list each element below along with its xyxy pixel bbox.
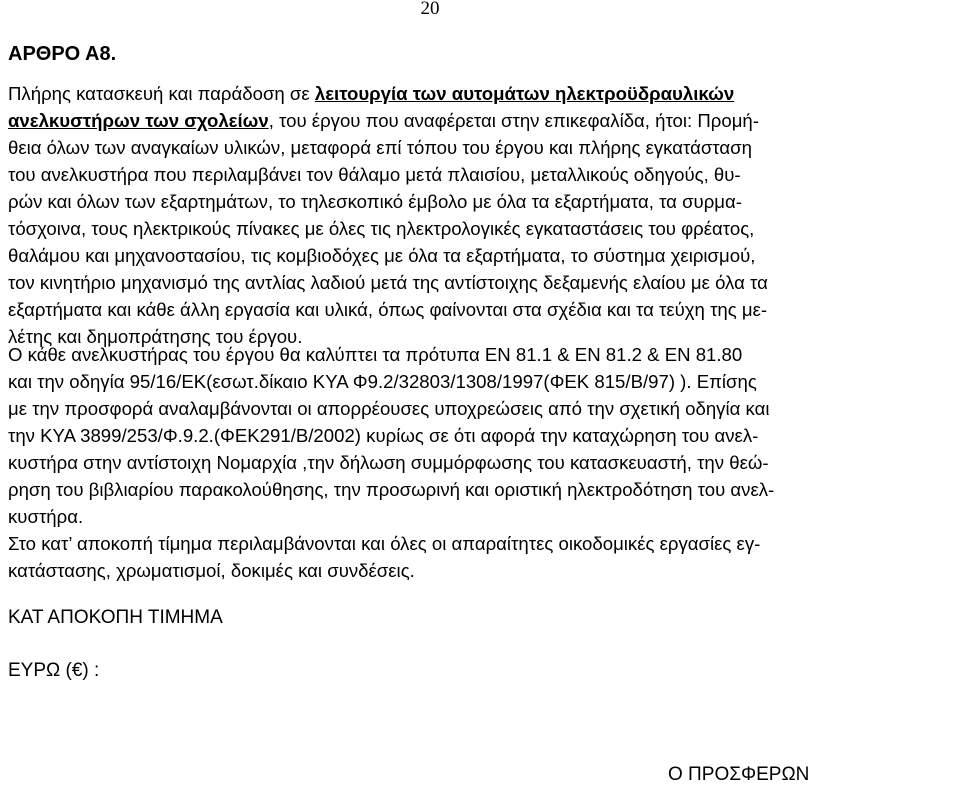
paragraph-line: ρών και όλων των εξαρτημάτων, το τηλεσκοπικό έμβολο με όλα τα εξαρτήματα, τα συρμα-: [8, 191, 742, 212]
intro-text: Πλήρης κατασκευή και παράδοση σε: [8, 83, 315, 104]
subject-emphasis: λειτουργία των αυτομάτων ηλεκτροϋδραυλικών: [314, 83, 735, 104]
page-number: 20: [420, 0, 440, 19]
paragraph-line: ρηση του βιβλιαρίου παρακολούθησης, την προσωρινή και οριστική ηλεκτροδότηση του ανελ-: [8, 479, 775, 500]
paragraph-line: του ανελκυστήρα που περιλαμβάνει τον θάλαμο μετά πλαισίου, μεταλλικούς οδηγούς, θυ-: [8, 164, 741, 185]
euro-amount-label: ΕΥΡΩ (€) :: [8, 660, 100, 681]
paragraph-scope: [8, 80, 954, 350]
paragraph-line: κυστήρα.: [8, 506, 84, 527]
paragraph-included-works: [8, 530, 954, 584]
paragraph-line: με την προσφορά αναλαμβάνονται οι απορρέουσες υποχρεώσεις από την σχετική οδηγία και: [8, 398, 770, 419]
paragraph-line: κυστήρα στην αντίστοιχη Νομαρχία ,την δήλωση συμμόρφωσης του κατασκευαστή, την θεώ-: [8, 452, 769, 473]
paragraph-line: κατάστασης, χρωματισμοί, δοκιμές και συνδέσεις.: [8, 560, 415, 581]
paragraph-line: την ΚΥΑ 3899/253/Φ.9.2.(ΦΕΚ291/Β/2002) κυρίως σε ότι αφορά την καταχώρηση του ανελ-: [8, 425, 759, 446]
line-text: , του έργου που αναφέρεται στην επικεφαλίδα, ήτοι: Προμή-: [268, 110, 759, 131]
paragraph-line: [8, 107, 954, 134]
paragraph-line: τόσχοινα, τους ηλεκτρικούς πίνακες με όλες τις ηλεκτρολογικές εγκαταστάσεις του φρέατος,: [8, 218, 755, 239]
paragraph-line: [8, 80, 954, 107]
paragraph-line: Στο κατ’ αποκοπή τίμημα περιλαμβάνονται και όλες οι απαραίτητες οικοδομικές εργασίες εγ-: [8, 533, 761, 554]
paragraph-line: εξαρτήματα και κάθε άλλη εργασία και υλικά, όπως φαίνονται στα σχέδια και τα τεύχη της με-: [8, 299, 768, 320]
lump-sum-label: ΚΑΤ ΑΠΟΚΟΠΗ ΤΙΜΗΜΑ: [8, 607, 223, 628]
paragraph-line: Ο κάθε ανελκυστήρας του έργου θα καλύπτει τα πρότυπα ΕΝ 81.1 & ΕΝ 81.2 & ΕΝ 81.80: [8, 344, 743, 365]
subject-emphasis: ανελκυστήρων των σχολείων: [8, 110, 269, 131]
paragraph-line: λέτης και δημοπράτησης του έργου.: [8, 326, 303, 347]
paragraph-line: θεια όλων των αναγκαίων υλικών, μεταφορά επί τόπου του έργου και πλήρης εγκατάσταση: [8, 137, 752, 158]
paragraph-line: τον κινητήριο μηχανισμό της αντλίας λαδιού μετά της αντίστοιχης δεξαμενής ελαίου με όλα τα: [8, 272, 768, 293]
article-title: ΑΡΘΡΟ Α8.: [8, 43, 117, 65]
paragraph-line: θαλάμου και μηχανοστασίου, τις κομβιοδόχες με όλα τα εξαρτήματα, το σύστημα χειρισμού,: [8, 245, 756, 266]
paragraph-standards: [8, 341, 954, 530]
paragraph-line: και την οδηγία 95/16/ΕΚ(εσωτ.δίκαιο ΚΥΑ Φ9.2/32803/1308/1997(ΦΕΚ 815/Β/97) ). Επίσης: [8, 371, 757, 392]
bidder-signature-label: Ο ΠΡΟΣΦΕΡΩΝ: [668, 764, 810, 785]
